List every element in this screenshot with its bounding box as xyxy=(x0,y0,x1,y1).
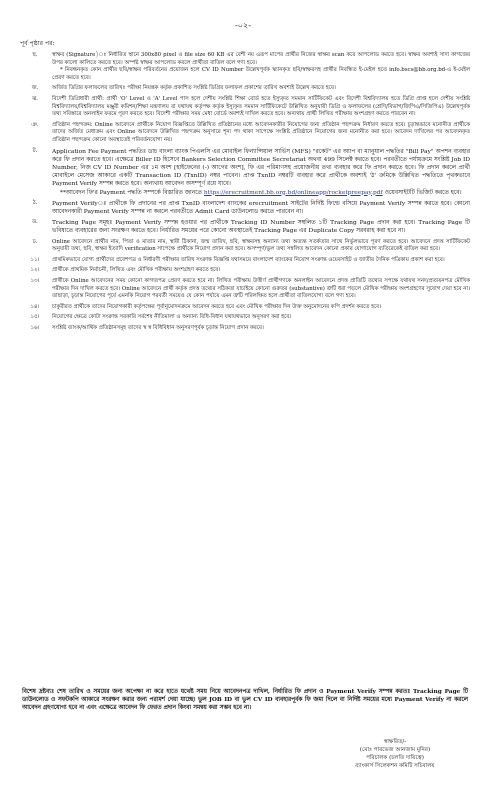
signatory-designation: পরিচালক (চলতি দায়িত্বে) xyxy=(366,755,424,761)
signature-block xyxy=(330,738,460,770)
item-number: ঠ. xyxy=(32,199,38,206)
item-text: স্বাক্ষর (Signature)ঃ নির্ধারিত স্থানে 300x80 pixel ও file size 60 KB এর বেশী নয় এরূপ মাপের প্রার্থীর নিজের স্বাক্ষর scan করে আপলোড করতে হবে। স্বাক্ষর অবশ্যই সাদা কাগজের উপর কালো কালিতে করতে হবে। অস্পষ্ট স্বাক্ষর আপলোড করলে প্রার্থীতা বাতিল বলে গণ্য হবে। xyxy=(52,52,470,66)
item-text: বিদেশী ডিগ্রিধারী প্রার্থী: প্রার্থী 'O' Level ও 'A' Level পাস হলে দেশীয় সংশ্লিষ্ট শিক্ষা বোর্ড হতে ইস্যুকৃত সমমান সার্টিফিকেট এবং বিদেশী বিশ্ববিদ্যালয় হতে ডিগ্রি প্রাপ্ত হলে দেশীয় সংশ্লিষ্ট বিশ্ববিদ্যালয়/বিশ্ববিদ্যালয় মঞ্জুরী কমিশন/শিক্ষা মন্ত্রণালয় বা যথাযথ কর্তৃপক্ষ কর্তৃক ইস্যুকৃত সমমান সার্টিফিকেটে উল্লিখিত অনুযায়ী ডিগ্রি ও ফলাফলের (শ্রেণি/বিভাগ/জিপিএ/সিজিপিএ) উল্লেখপূর্বক তথ্য সবিস্তারে অনলাইন ফরমে পূরণ করতে হবে। বিদেশী পরীক্ষার সময় মেধা বোর্ডে অবশ্যই দাখিল করতে হবে। অন্যথায় প্রার্থী লিখিত পরীক্ষায় অংশগ্রহণ করতে পারবেন না। xyxy=(52,95,470,118)
item-number: জ. xyxy=(31,85,39,92)
payment-guide-link[interactable]: https://erecruitment.bb.org.bd/onlineapp/rocketpreepay.pdf xyxy=(203,189,383,196)
special-note: বিশেষ দ্রষ্টব্যঃ শেষ তারিখ ও সময়ের জন্য অপেক্ষা না করে হাতে যথেষ্ট সময় নিয়ে আবেদনপত্র দাখিল, নির্ধারিত ফি প্রদান ও Payment Verify সম্পন্ন করতঃ Tracking Page টি ডাউনলোড ও সফটকপি আকারে সংরক্ষণ করার জন্য পরামর্শ দেয়া যাচ্ছে। ভুল JOB ID বা ভুল CV ID ব্যবহারপূর্বক ফি জমা দিলে বা নির্দিষ্ট সময়ের মধ্যে Payment Verify না করলে আবেদন গ্রহণযোগ্য হবে না এবং এক্ষেত্রে আবেদন ফি ফেরত প্রদান কিংবা সমন্বয় করা সম্ভব হবে না। xyxy=(22,689,468,712)
item-text: নিয়োগের ক্ষেত্রে কোটা সংক্রান্ত সরকারি সর্বশেষ নীতিমালা ও অন্যান্য বিধি-বিধান যথাযথভাবে অনুসরণ করা হবে। xyxy=(52,314,292,321)
list-item xyxy=(18,278,470,301)
item-text-block xyxy=(52,257,470,265)
item-number: ১৬। xyxy=(30,324,40,331)
item-text-block xyxy=(52,219,470,235)
signature-label: স্বাক্ষরিত/- xyxy=(383,739,407,745)
item-text: Tracking Page সমূহঃ Payment Verify সম্পন্ন হওয়ার পর প্রার্থীকে Tracking ID Number সম্বলিত ১টি Tracking Page প্রদান করা হবে। Tracking Page টি ভবিষ্যতে ব্যবহারের জন্য সংরক্ষণ করতে হবে। নির্ধারিত সময়ের পরে কোনো অবস্থাতেই Tracking Page এর Duplicate Copy সরবরাহ করা হবে না। xyxy=(52,220,470,235)
signatory-office: ব্যাংকার্স সিলেকশন কমিটি সচিবালয় xyxy=(355,763,435,769)
item-text-block xyxy=(52,85,470,93)
item-text-block xyxy=(52,200,470,216)
item-text-block xyxy=(52,304,470,312)
item-text-block xyxy=(52,122,470,145)
item-text: Online আবেদনে প্রার্থীর নাম, পিতা ও মাতার নাম, স্থায়ী ঠিকানা, জন্ম তারিখ, ছবি, স্বাক্ষরসহ অন্যান্য তথ্য অত্যন্ত সতর্কতার সাথে নির্ভুলভাবে পূরণ করতে হবে। আবেদনে প্রদত্ত সার্টিফিকেট অনুযায়ী তথ্য, ছবি, স্বাক্ষর ইত্যাদি verification সাপেক্ষে প্রার্থীকে নিয়োগ প্রদান করা হবে। অসম্পূর্ণ/ভুল তথ্য সম্বলিত আবেদন কোনো প্রকার যোগাযোগ ব্যতিরেকেই বাতিল করা হবে। xyxy=(52,238,470,253)
list-item xyxy=(18,148,470,197)
list-item xyxy=(18,304,470,312)
item-text-block xyxy=(52,267,470,275)
item-text: প্রাথমিকভাবে যোগ্য প্রার্থীদের প্রবেশপত্র ও নির্ধারণী পরীক্ষার তারিখ সংক্রান্ত বিজ্ঞপ্তি যথাসময়ে বাংলাদেশ ব্যাংকের নিয়োগ সংক্রান্ত ওয়েবসাইট ও জাতীয় দৈনিক পত্রিকায় প্রকাশ করা হবে। xyxy=(52,256,445,263)
instruction-list xyxy=(18,52,470,336)
list-item xyxy=(18,257,470,265)
item-number: ১১। xyxy=(30,256,40,263)
item-text: অর্জিত ডিগ্রির ফলাফলের তারিখঃ পরীক্ষা নিয়ন্ত্রক কর্তৃক প্রকাশিত সংশ্লিষ্ট ডিগ্রির ফলাফল প্রকাশের তারিখ অবশ্যই উল্লেখ করতে হবে। xyxy=(52,85,336,92)
item-text: Application Fee Payment পদ্ধতিঃ ডাচ বাংলা ব্যাংক পিএলসি এর মোবাইল ফিন্যান্সিয়াল সার্ভিস (MFS) "রকেট" এর অ্যাপ বা ম্যানুয়াল পদ্ধতির "Bill Pay" অপশন ব্যবহার করে ফি প্রদান করতে হবে। এক্ষেত্রে Biller ID হিসেবে Bankers Selection Committee Secretariat অথবা 499 সিলেক্ট করতে হবে। পরবর্তীতে পর্যায়ক্রমে সংশ্লিষ্ট Job ID Number, নিজ CV ID Number এর ১ম অংশ [হাইফেনের (-) আগের অংশ], ফি এর পরিমাণসহ প্রয়োজনীয় তথ্য ব্যবহার করে ফি প্রদান করতে হবে। ফি প্রদান করলে প্রার্থী মোবাইলে মেসেজ আকারে একটি Transaction ID (TxnID) নম্বর পাবেন। প্রাপ্ত TxnID নম্বরটি ব্যবহার করে প্রার্থীকে অবশ্যই 'ঠ' ক্রমিকে উল্লিখিত পদ্ধতিতে পৃথকভাবে Payment Verify সম্পন্ন করতে হবে। অন্যথায় আবেদন অসম্পূর্ণ রয়ে যাবে। xyxy=(52,148,470,188)
item-text-block xyxy=(52,96,470,119)
list-item xyxy=(18,52,470,82)
continuation-note: পূর্ব পৃষ্ঠার পর: xyxy=(20,40,55,47)
list-item xyxy=(18,267,470,275)
page-number: -০২- xyxy=(235,21,251,30)
item-number: ১২। xyxy=(30,267,40,274)
item-note-text: **আবেদন ফি'র Payment পদ্ধতি সম্পর্কে বিস্তারিত জানতে xyxy=(60,189,203,196)
item-text-block xyxy=(52,239,470,254)
item-text: প্রার্থীকে প্রাথমিক নির্বাচনী, লিখিত এবং মৌখিক পরীক্ষায় অংশগ্রহণ করতে হবে। xyxy=(52,267,221,274)
item-text: চাকুরীরত প্রার্থীকে তাদের নিয়োগকারী কর্তৃপক্ষের পূর্বানুমোদনক্রমে আবেদন করতে হবে এবং মৌখিক পরীক্ষার দিন উক্ত অনুমোদনের কপি প্রদর্শন করতে হবে। xyxy=(52,303,382,310)
list-item xyxy=(18,219,470,235)
item-number: ঞ. xyxy=(31,121,39,128)
signatory-name: (মোঃ পারভেজ আনজাম মুনির) xyxy=(359,747,431,753)
list-item xyxy=(18,122,470,145)
item-text-block xyxy=(52,325,470,333)
item-number: ১৫। xyxy=(30,314,40,321)
item-note-text: * নিবন্ধনকৃত কোন প্রার্থীর ছবি/স্বাক্ষর পরিবর্তনের প্রয়োজন হলে CV ID Number উল্লেখপূর্বক স্ক্যানকৃত ছবি/স্বাক্ষরসহ প্রার্থীর নিবন্ধিত ই-মেইল হতে info.bscs@bb.org.bd-এ ই-মেইল প্রেরণ করতে হবে। xyxy=(52,67,470,81)
item-text-block xyxy=(52,314,470,322)
item-text: প্রতিষ্ঠান পছন্দক্রম: Online আবেদনে প্রার্থীকে নিয়োগ বিজ্ঞপ্তিতে উল্লিখিত প্রতিষ্ঠানের মধ্যে আবেদনকারীর নিয়োগের জন্য প্রতিষ্ঠান পছন্দক্রম নির্ধারণ করতে হবে। চূড়ান্তভাবে মনোনীত প্রার্থীকে তাদের অর্জিত মেধাক্রম এবং Online আবেদনে উল্লিখিত পছন্দক্রম অনুসারে শূন্য পদ থাকা সাপেক্ষে সংশ্লিষ্ট প্রতিষ্ঠানে নিয়োগের জন্য মনোনীত করা হবে। আবেদন দাখিলের পর আবেদনকৃত প্রতিষ্ঠান পছন্দক্রম কোনো অবস্থাতেই পরিবর্তনযোগ্য নয়। xyxy=(52,121,470,143)
item-number: ট. xyxy=(32,147,38,154)
list-item xyxy=(18,85,470,93)
item-text: Payment Verifyঃ প্রার্থীকে ফি প্রদানের পর প্রাপ্ত TxnID বাংলাদেশ ব্যাংকের erecruitment সাইটের নির্দিষ্ট ফিল্ডে বসিয়ে Payment Verify সম্পন্ন করতে হবে। কোনো আবেদনকারী Payment Verify সম্পন্ন না করলে পরবর্তীতে Admit Card ডাউনলোড করতে পারবেন না। xyxy=(52,200,470,215)
item-text-block xyxy=(52,278,470,301)
item-text-block xyxy=(52,52,470,82)
list-item xyxy=(18,325,470,333)
item-number: ১৩। xyxy=(30,277,40,284)
list-item xyxy=(18,200,470,216)
list-item xyxy=(18,239,470,254)
item-text: সংশ্লিষ্ট ব্যাংক/আর্থিক প্রতিষ্ঠানসমূহ তাদের স্ব স্ব বিধিবিধান অনুসরণপূর্বক চূড়ান্ত নিয়োগ প্রদান করবে। xyxy=(52,324,264,331)
item-number: ১৪। xyxy=(30,303,40,310)
item-number: ছ. xyxy=(32,52,38,58)
item-number: ড. xyxy=(32,219,38,226)
item-note xyxy=(52,67,470,82)
item-number: ঢ. xyxy=(32,238,38,245)
list-item xyxy=(18,314,470,322)
item-note-after: ওয়েবসাইটটি ভিজিট করতে হবে। xyxy=(384,189,462,196)
item-text-block xyxy=(52,148,470,197)
item-number: ঝ. xyxy=(32,95,38,102)
list-item xyxy=(18,96,470,119)
item-note xyxy=(52,189,470,197)
item-text: প্রার্থীকে Online আবেদনের সময় কোনো কাগজপত্র প্রেরণ করতে হবে না। লিখিত পরীক্ষায় উত্তীর্ণ প্রার্থীগণকে অনলাইন আবেদনে প্রদত্ত প্রাতিটি তথ্যের সপক্ষে যথাযথ সনদ/প্রত্যয়নপত্র মৌখিক পরীক্ষার দিন দাখিল করতে হবে। Online আবেদনে প্রার্থী কর্তৃক প্রদত্ত তথ্যের সঠিকতা যাচাইয়ে কোনো গুরুতর (substantive) ত্রুটি ধরা পড়লে মৌখিক পরীক্ষায় অংশগ্রহণের সুযোগ দেয়া হবে না। তাছাড়া, চূড়ান্ত নিয়োগের পূর্বে এমনকি নিয়োগ পরবর্তী সময়েও যে কোন পর্যায়ে এমন ত্রুটি পরিলক্ষিত হলে প্রার্থীতা বাতিলযোগ্য বলে গণ্য হবে। xyxy=(52,277,470,300)
